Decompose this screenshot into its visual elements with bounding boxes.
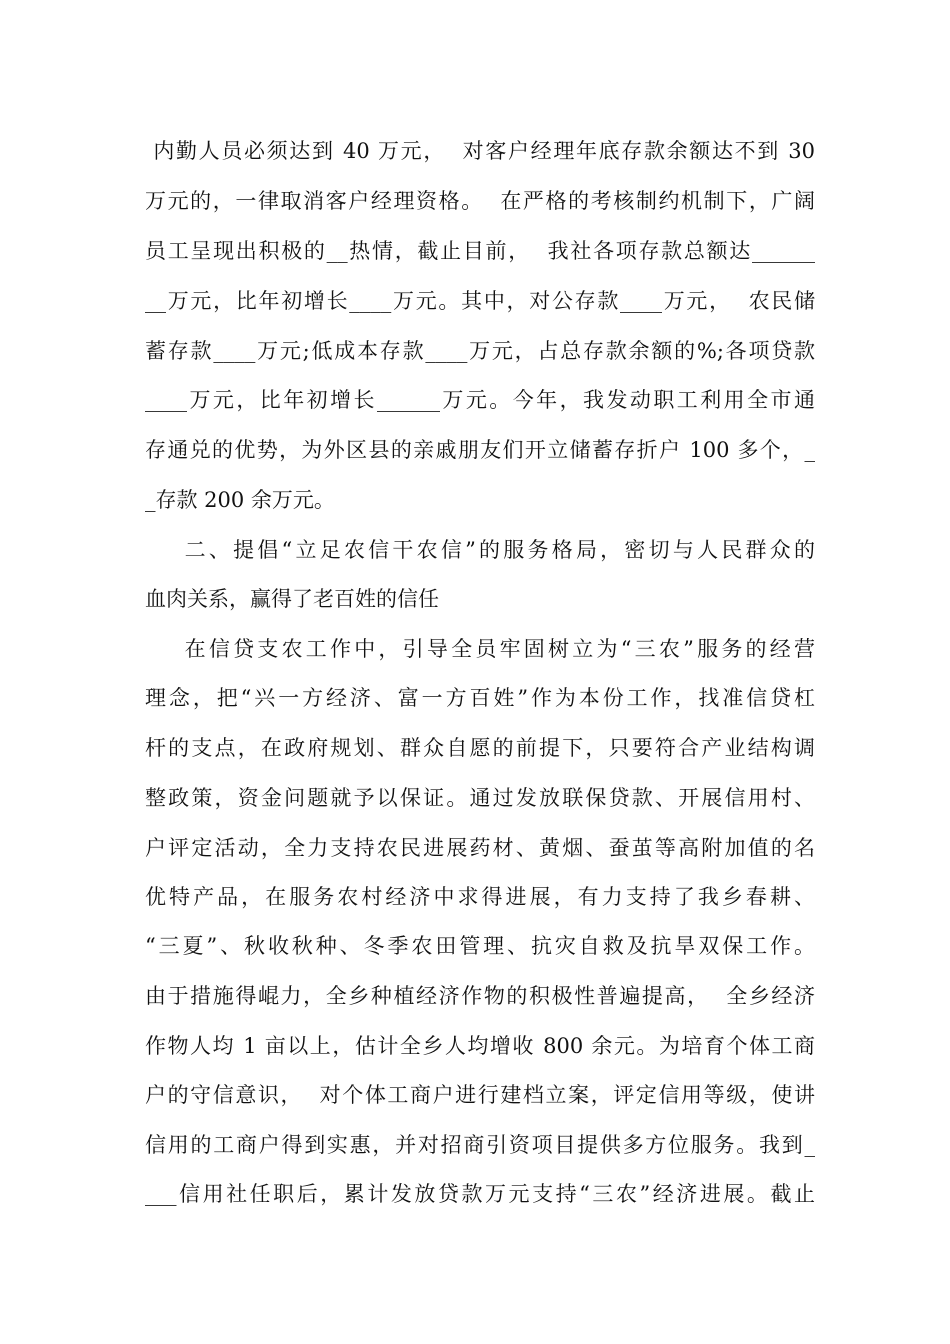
- text-line: __万元，比年初增长____万元。其中，对公存款____万元， 农民储: [145, 289, 815, 313]
- section-heading-line: 二、提倡“立足农信干农信”的服务格局，密切与人民群众的: [145, 538, 815, 562]
- text-line: 整政策，资金问题就予以保证。通过发放联保贷款、开展信用村、: [145, 786, 815, 810]
- text-line: ___信用社任职后，累计发放贷款万元支持“三农”经济进展。截止: [145, 1182, 815, 1206]
- text-line: 在信贷支农工作中，引导全员牢固树立为“三农”服务的经营: [145, 637, 815, 661]
- section-heading-line: 血肉关系，赢得了老百姓的信任: [145, 587, 439, 611]
- text-line: 杆的支点，在政府规划、群众自愿的前提下，只要符合产业结构调: [145, 736, 815, 760]
- text-line: 内勤人员必须达到 40 万元， 对客户经理年底存款余额达不到 30: [145, 139, 815, 163]
- text-line: 员工呈现出积极的__热情，截止目前， 我社各项存款总额达______: [145, 239, 815, 263]
- text-line: 存通兑的优势，为外区县的亲戚朋友们开立储蓄存折户 100 多个，_: [145, 438, 815, 462]
- text-line: 万元的，一律取消客户经理资格。 在严格的考核制约机制下，广阔: [145, 189, 815, 213]
- text-line: 户评定活动，全力支持农民进展药材、黄烟、蚕茧等高附加值的名: [145, 836, 815, 860]
- text-line: 蓄存款____万元;低成本存款____万元，占总存款余额的%;各项贷款: [145, 339, 815, 363]
- text-line: 户的守信意识， 对个体工商户进行建档立案，评定信用等级，使讲: [145, 1083, 815, 1107]
- text-line: 作物人均 1 亩以上，估计全乡人均增收 800 余元。为培育个体工商: [145, 1034, 815, 1058]
- text-line: “三夏”、秋收秋种、冬季农田管理、抗灾自救及抗旱双保工作。: [145, 934, 815, 958]
- text-line: 信用的工商户得到实惠，并对招商引资项目提供多方位服务。我到_: [145, 1133, 815, 1157]
- text-line: _存款 200 余万元。: [145, 488, 335, 512]
- text-line: ____万元，比年初增长______万元。今年，我发动职工利用全市通: [145, 388, 815, 412]
- text-line: 优特产品，在服务农村经济中求得进展，有力支持了我乡春耕、: [145, 885, 815, 909]
- text-line: 理念，把“兴一方经济、富一方百姓”作为本份工作，找准信贷杠: [145, 686, 815, 710]
- text-line: 由于措施得崐力，全乡种植经济作物的积极性普遍提高， 全乡经济: [145, 984, 815, 1008]
